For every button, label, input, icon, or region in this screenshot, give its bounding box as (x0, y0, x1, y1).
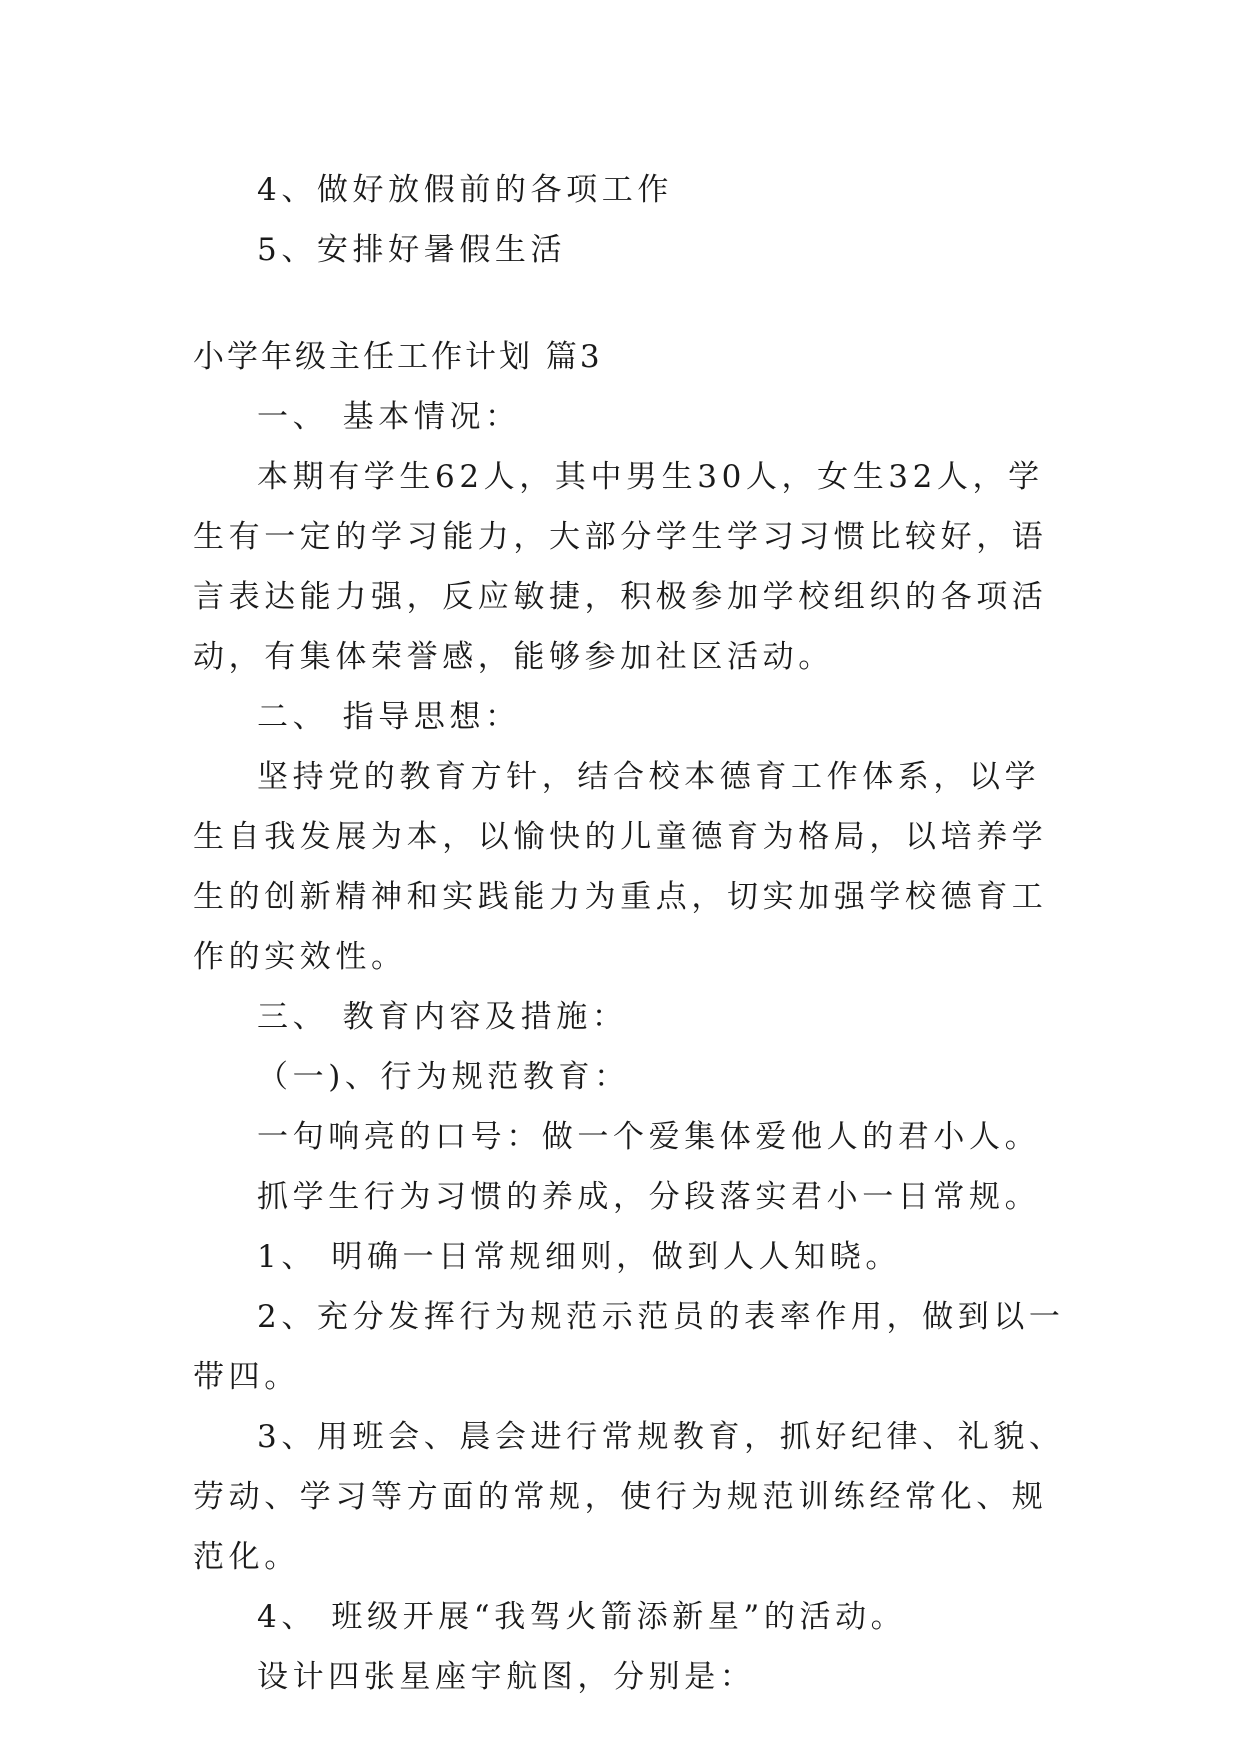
slogan-paragraph: 一句响亮的口号：做一个爱集体爱他人的君小人。 (257, 1119, 1041, 1155)
measure-item-2: 2、充分发挥行为规范示范员的表率作用，做到以一带四。 (193, 1299, 1065, 1395)
guiding-idea-paragraph: 坚持党的教育方针，结合校本德育工作体系，以学生自我发展为本，以愉快的儿童德育为格局，以培养学生的创新精神和实践能力为重点，切实加强学校德育工作的实效性。 (193, 759, 1048, 975)
list-item-prev-5: 5、安排好暑假生活 (257, 232, 567, 268)
basic-situation-heading: 一、 基本情况： (257, 399, 521, 435)
design-paragraph: 设计四张星座宇航图，分别是： (257, 1659, 756, 1695)
list-item-prev-4: 4、做好放假前的各项工作 (257, 172, 673, 208)
measure-item-3: 3、用班会、晨会进行常规教育，抓好纪律、礼貌、劳动、学习等方面的常规，使行为规范训练经常化、规范化。 (193, 1419, 1065, 1575)
measure-item-4: 4、 班级开展“我驾火箭添新星”的活动。 (257, 1599, 907, 1635)
section-title: 小学年级主任工作计划 篇3 (193, 339, 603, 375)
habit-paragraph: 抓学生行为习惯的养成，分段落实君小一日常规。 (257, 1179, 1041, 1215)
guiding-idea-heading: 二、 指导思想： (257, 699, 521, 735)
behavior-norms-subheading: （一)、行为规范教育： (257, 1059, 630, 1095)
document-body (193, 160, 1073, 1707)
measure-item-1: 1、 明确一日常规细则，做到人人知晓。 (257, 1239, 901, 1275)
education-content-heading: 三、 教育内容及措施： (257, 999, 628, 1035)
basic-situation-paragraph: 本期有学生62人，其中男生30人，女生32人，学生有一定的学习能力，大部分学生学习习惯比较好，语言表达能力强，反应敏捷，积极参加学校组织的各项活动，有集体荣誉感，能够参加社区活动。 (193, 459, 1048, 675)
